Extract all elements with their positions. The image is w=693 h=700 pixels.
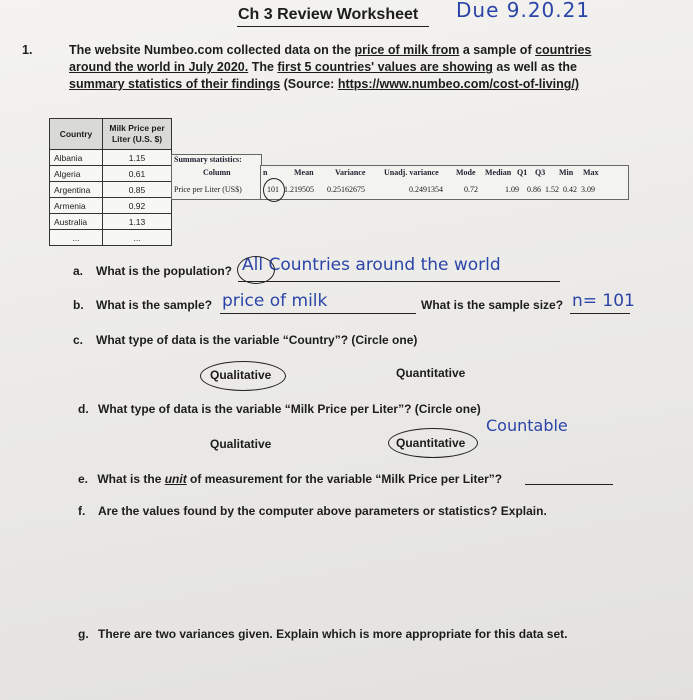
question-b-letter: b. [73,298,84,312]
q1-underlined-date: around the world in July 2020. [69,60,249,74]
question-e-text: What is the [97,472,165,486]
question-f-text: Are the values found by the computer above parameters or statistics? Explain. [98,504,547,518]
stat-header-variance: Variance [335,168,366,177]
question-a-text: What is the population? [96,264,232,278]
table-cell: 0.85 [103,182,172,198]
stat-header-n: n [263,168,268,177]
q1-text-3: The [248,60,278,74]
summary-values-box [260,165,629,200]
stat-value-q3: 1.52 [545,185,559,194]
stat-value-unadj-variance: 0.2491354 [409,185,443,194]
unit-word: unit [164,472,187,486]
summary-statistics-panel [171,154,627,204]
question-d-text: What type of data is the variable “Milk Price per Liter”? (Circle one) [98,402,481,416]
stat-header-median: Median [485,168,512,177]
answer-b-size-line [570,313,630,314]
table-cell: Algeria [50,166,103,182]
question-e [78,472,502,486]
q1-underlined-first5: first 5 countries' values are showing [277,60,493,74]
answer-e-line [525,484,613,485]
q1-text-2: a sample of [459,43,536,57]
stat-header-mode: Mode [456,168,476,177]
all-circle-mark [237,256,275,284]
due-date-note: Due 9.20.21 [456,0,591,22]
q1-underlined-price: price of milk from [354,43,460,57]
q1-text-4: as well as the [492,60,578,74]
table-row [50,230,172,246]
table-cell: Australia [50,214,103,230]
table-cell: 0.92 [103,198,172,214]
worksheet-title: Ch 3 Review Worksheet [238,6,419,23]
question-c-option-quantitative[interactable]: Quantitative [396,366,466,380]
answer-b-line [220,313,416,314]
answer-a-line [238,281,560,282]
question-g-text: There are two variances given. Explain which is more appropriate for this data set. [98,627,568,641]
stat-row-label: Price per Liter (US$) [174,185,242,194]
question-c-letter: c. [73,333,84,347]
stat-value-mean: 1.219505 [284,185,314,194]
question-e-letter: e. [78,472,89,486]
stat-value-mode: 0.72 [464,185,478,194]
table-row [50,150,172,166]
q1-underlined-summary: summary statistics of their findings [69,77,281,91]
answer-b-size: n= 101 [572,291,635,311]
table-cell: ... [50,230,103,246]
stat-value-n: 101 [267,185,279,194]
stat-value-variance: 0.25162675 [327,185,365,194]
question-d-option-quantitative[interactable]: Quantitative [396,436,466,450]
country-header: Country [50,119,103,150]
question-d-letter: d. [78,402,89,416]
stat-header-unadj-variance: Unadj. variance [384,168,439,177]
summary-label: Summary statistics: [174,155,242,164]
table-cell: 1.13 [103,214,172,230]
table-cell: 1.15 [103,150,172,166]
stat-value-median: 1.09 [505,185,519,194]
stat-value-q1: 0.86 [527,185,541,194]
stat-header-mean: Mean [294,168,314,177]
q1-text: The website Numbeo.com collected data on the [69,43,355,57]
question-g-letter: g. [78,627,89,641]
table-cell: Armenia [50,198,103,214]
question-a-letter: a. [73,264,84,278]
table-row [50,166,172,182]
table-row [50,182,172,198]
stat-header-max: Max [583,168,599,177]
answer-a: All Countries around the world [242,255,501,275]
milk-price-header: Milk Price per Liter (U.S. $) [103,119,172,150]
question-b-text: What is the sample? [96,298,213,312]
table-cell: 0.61 [103,166,172,182]
stat-value-max: 3.09 [581,185,595,194]
question-b-size-text: What is the sample size? [421,298,564,312]
question-d-option-qualitative[interactable]: Qualitative [210,437,272,451]
table-cell: Albania [50,150,103,166]
stat-header-q1: Q1 [517,168,528,177]
table-row [50,214,172,230]
q1-text-5: (Source: [280,77,338,91]
table-cell: Argentina [50,182,103,198]
stat-header-q3: Q3 [535,168,546,177]
table-cell: ... [103,230,172,246]
question-f-letter: f. [78,504,86,518]
qualitative-circle-mark [200,361,286,391]
stat-value-min: 0.42 [563,185,577,194]
question-c-option-qualitative[interactable]: Qualitative [210,368,272,382]
stat-header-min: Min [559,168,574,177]
source-link[interactable]: https://www.numbeo.com/cost-of-living/) [337,77,580,91]
question-e-text-2: of measurement for the variable “Milk Price per Liter”? [186,472,503,486]
question-1-number: 1. [22,43,33,57]
column-header: Column [203,168,231,177]
question-c-text: What type of data is the variable “Country”? (Circle one) [96,333,418,347]
answer-b: price of milk [222,291,328,311]
table-header-row [50,119,172,150]
table-row [50,198,172,214]
country-milk-price-table [49,118,172,246]
quantitative-circle-mark [388,428,478,458]
title-underline [237,26,429,27]
countable-note: Countable [486,416,568,435]
q1-underlined-countries: countries [535,43,592,57]
n-circle-mark [263,178,285,202]
